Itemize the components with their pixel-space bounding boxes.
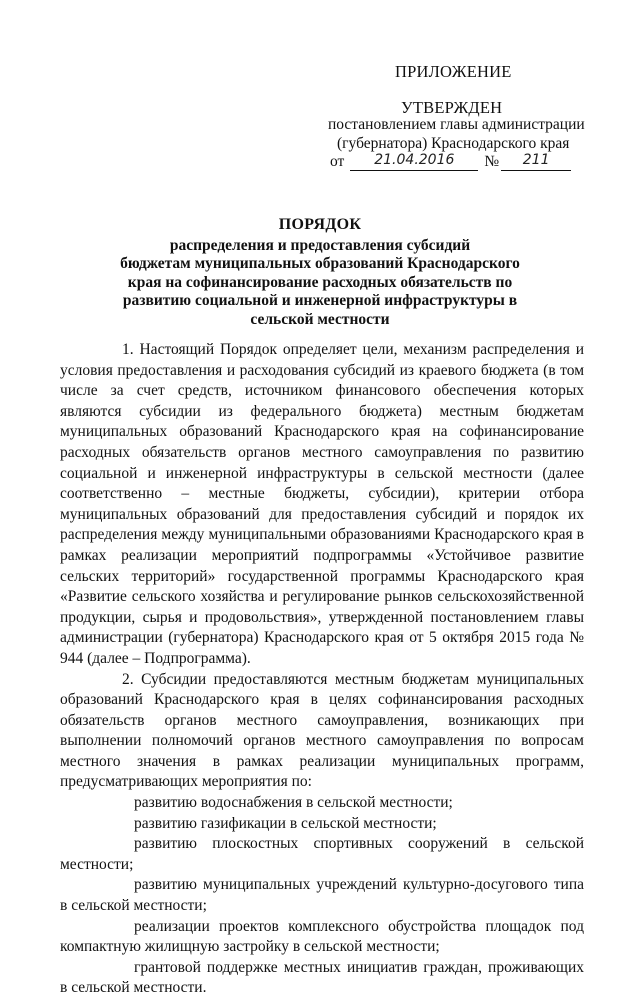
paragraph-2: 2. Субсидии предоставляются местным бюджетам муниципальных образований Краснодарского края в целях софинансирования расходных обязательств органов местного самоуправления, возникающих при выполнении полномочий органов местного самоуправления по вопросам местного значения в рамках реализации муниципальных программ, предусматривающих мероприятия по: xyxy=(60,670,584,791)
document-title xyxy=(110,216,530,330)
decree-line-2: (губернатора) Краснодарского края xyxy=(337,135,570,152)
title-line: бюджетам муниципальных образований Краснодарского xyxy=(120,255,520,273)
list-item: развитию газификации в сельской местности; xyxy=(134,814,437,832)
approved-label: УТВЕРЖДЕН xyxy=(401,98,503,117)
list-item: развитию водоснабжения в сельской местности; xyxy=(134,794,453,812)
decree-number-handwritten: 211 xyxy=(501,152,571,171)
document-body xyxy=(60,340,584,997)
decree-line-1: постановлением главы администрации xyxy=(328,116,585,133)
paragraph-1: 1. Настоящий Порядок определяет цели, механизм распределения и условия предоставления и расходования субсидий из краевого бюджета (в том числе за счет средств, источником финансового обеспечения которых являются субсидии из федерального бюджета) местным бюджетам муниципальных образований Краснодарского края на софинансирование расходных обязательств органов местного самоуправления по развитию социальной и инженерной инфраструктуры в сельской местности (далее соответственно – местные бюджеты, субсидии), критерии отбора муниципальных образований для предоставления субсидий и порядок их распределения между муниципальными образованиями Краснодарского края в рамках реализации мероприятий подпрограммы «Устойчивое развитие сельских территорий» государственной программы Краснодарского края «Развитие сельского хозяйства и регулирование рынков сельскохозяйственной продукции, сырья и продовольствия», утвержденной постановлением главы администрации (губернатора) Краснодарского края от 5 октября 2015 года № 944 (далее – Подпрограмма). xyxy=(60,341,584,667)
decree-date-handwritten: 21.04.2016 xyxy=(350,152,478,171)
date-prefix: от xyxy=(330,153,345,170)
appendix-label: ПРИЛОЖЕНИЕ xyxy=(395,62,512,81)
list-item: реализации проектов комплексного обустройства площадок под компактную жилищную застройку в сельской местности; xyxy=(60,917,584,956)
title-line: края на софинансирование расходных обязательств по xyxy=(127,273,513,291)
list-item: грантовой поддержке местных инициатив граждан, проживающих в сельской местности. xyxy=(60,958,584,997)
title-main: ПОРЯДОК xyxy=(278,216,362,233)
title-line: сельской местности xyxy=(250,310,390,328)
list-item: развитию плоскостных спортивных сооружений в сельской местности; xyxy=(60,835,584,873)
number-label: № xyxy=(484,153,500,170)
title-line: развитию социальной и инженерной инфраструктуры в xyxy=(122,292,518,310)
list-item: развитию муниципальных учреждений культурно-досугового типа в сельской местности; xyxy=(60,876,584,915)
title-line: распределения и предоставления субсидий xyxy=(169,236,471,254)
decree-date-line xyxy=(330,152,571,171)
